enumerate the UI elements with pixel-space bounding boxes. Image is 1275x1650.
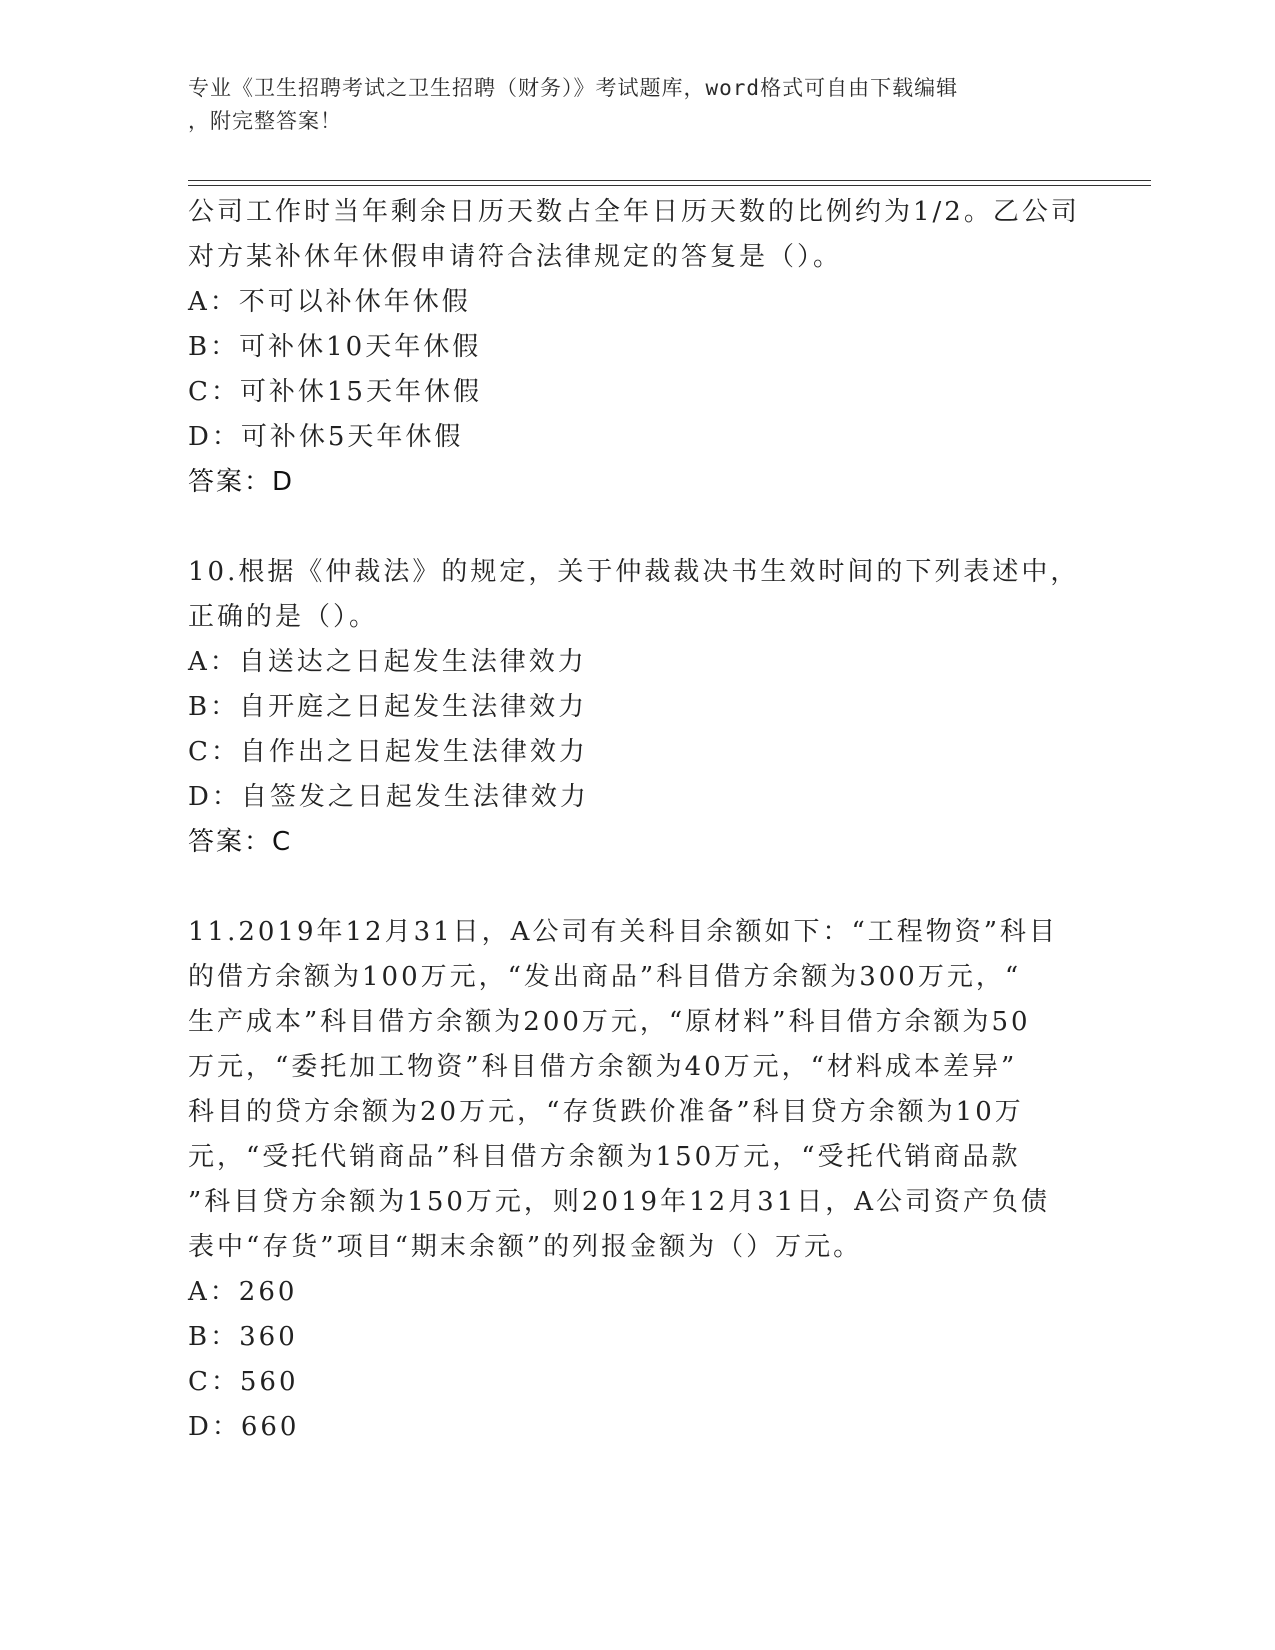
option-c: C：自作出之日起发生法律效力: [188, 737, 588, 767]
question-9: [188, 190, 1088, 505]
option-d: D：可补休5天年休假: [188, 422, 464, 452]
header-line-2: ，附完整答案！: [188, 109, 342, 133]
option-a: A：不可以补休年休假: [188, 287, 471, 317]
spacer: [188, 865, 1088, 910]
question-stem-line: 公司工作时当年剩余日历天数占全年日历天数的比例约为1/2。乙公司: [188, 197, 1080, 227]
question-stem-line: 正确的是（）。: [188, 602, 379, 632]
question-stem-line: 表中“存货”项目“期末余额”的列报金额为（）万元。: [188, 1232, 863, 1262]
answer-label: 答案：C: [188, 827, 293, 857]
question-10: [188, 550, 1088, 865]
question-stem-line: 11.2019年12月31日，A公司有关科目余额如下：“工程物资”科目: [188, 917, 1059, 947]
question-stem-line: 的借方余额为100万元，“发出商品”科目借方余额为300万元，“: [188, 962, 1022, 992]
option-b: B：360: [188, 1322, 298, 1352]
document-header: [188, 72, 1068, 138]
option-a: A：自送达之日起发生法律效力: [188, 647, 587, 677]
question-stem-line: 10.根据《仲裁法》的规定，关于仲裁裁决书生效时间的下列表述中，: [188, 557, 1080, 587]
header-line-1: 专业《卫生招聘考试之卫生招聘（财务）》考试题库，word格式可自由下载编辑: [188, 76, 959, 100]
document-body: [188, 190, 1088, 1450]
header-divider-bottom: [188, 185, 1151, 186]
question-stem-line: 万元，“委托加工物资”科目借方余额为40万元，“材料成本差异”: [188, 1052, 1018, 1082]
question-stem-line: 对方某补休年休假申请符合法律规定的答复是（）。: [188, 242, 843, 272]
question-stem-line: 元，“受托代销商品”科目借方余额为150万元，“受托代销商品款: [188, 1142, 1021, 1172]
header-divider-top: [188, 180, 1151, 181]
question-11: [188, 910, 1088, 1450]
answer-label: 答案：D: [188, 467, 295, 497]
option-d: D：660: [188, 1412, 300, 1442]
option-b: B：可补休10天年休假: [188, 332, 482, 362]
question-stem-line: ”科目贷方余额为150万元，则2019年12月31日，A公司资产负债: [188, 1187, 1051, 1217]
spacer: [188, 505, 1088, 550]
option-d: D：自签发之日起发生法律效力: [188, 782, 589, 812]
option-c: C：可补休15天年休假: [188, 377, 482, 407]
option-c: C：560: [188, 1367, 299, 1397]
option-a: A：260: [188, 1277, 298, 1307]
option-b: B：自开庭之日起发生法律效力: [188, 692, 588, 722]
question-stem-line: 生产成本”科目借方余额为200万元，“原材料”科目借方余额为50: [188, 1007, 1031, 1037]
question-stem-line: 科目的贷方余额为20万元，“存货跌价准备”科目贷方余额为10万: [188, 1097, 1024, 1127]
